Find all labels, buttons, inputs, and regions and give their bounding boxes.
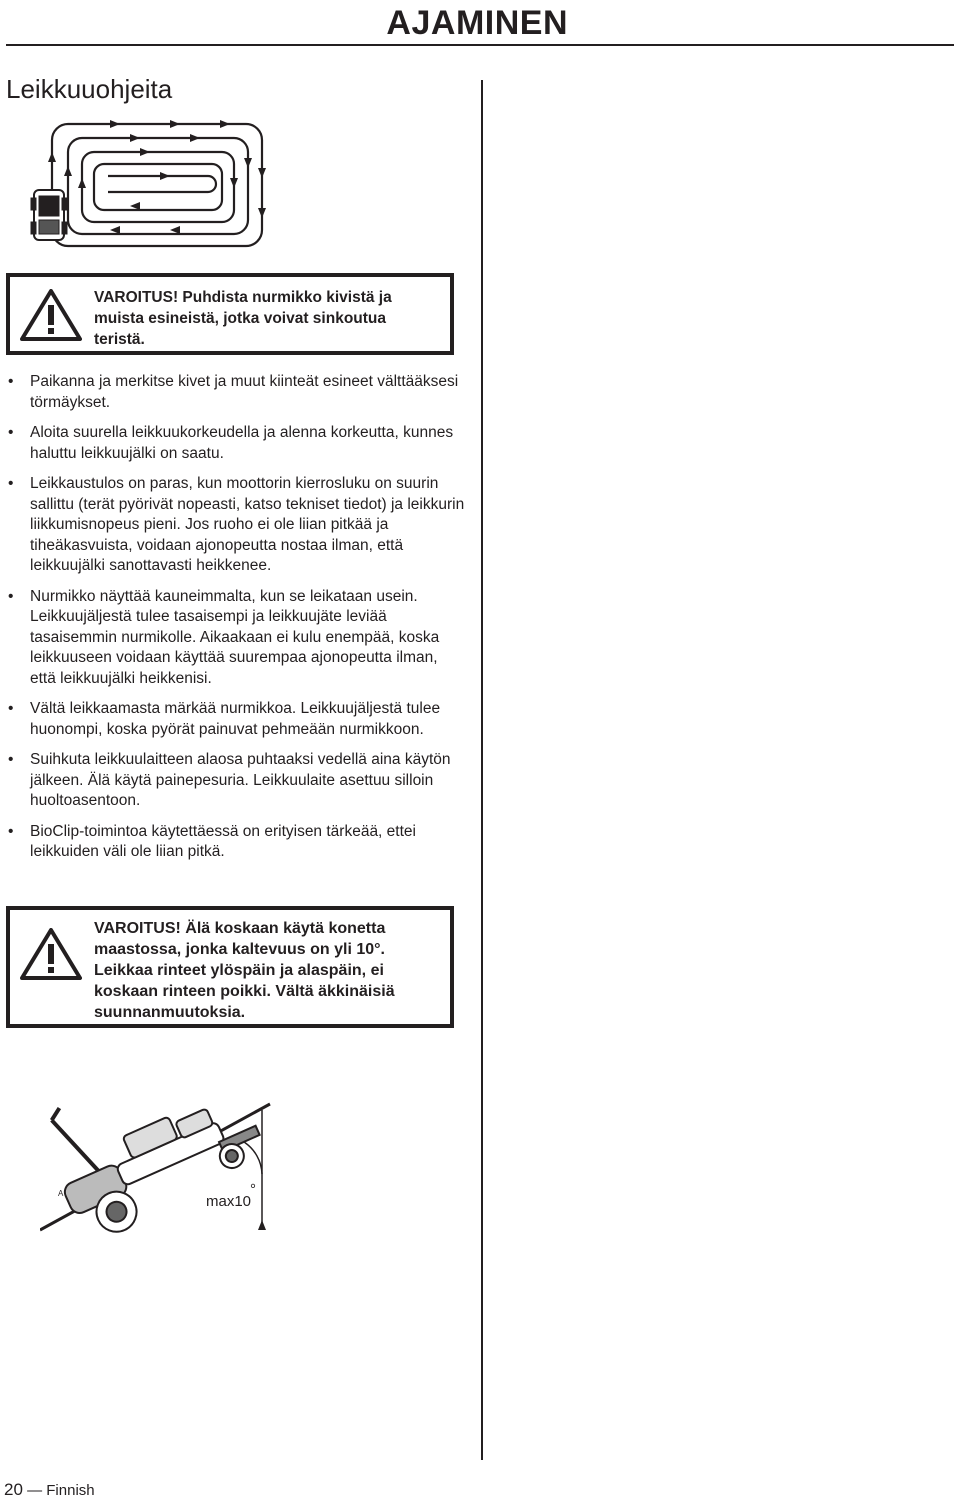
list-item xyxy=(6,587,466,690)
instruction-list xyxy=(6,372,466,873)
bullet-glyph: • xyxy=(8,587,14,605)
list-item xyxy=(6,423,466,464)
list-item xyxy=(6,750,466,812)
list-item xyxy=(6,699,466,740)
mowing-pattern-figure xyxy=(30,118,272,253)
degree-symbol: ° xyxy=(250,1181,256,1198)
footer-language: Finnish xyxy=(46,1482,95,1499)
warning-box xyxy=(6,273,454,355)
section-title: Leikkuuohjeita xyxy=(6,74,173,104)
slope-mower-figure xyxy=(40,1044,280,1234)
corner-mark: A xyxy=(58,1189,64,1198)
list-item-text: Paikanna ja merkitse kivet ja muut kiinteät esineet välttääksesi törmäykset. xyxy=(30,373,459,411)
header-rule xyxy=(6,44,954,46)
list-item-text: Nurmikko näyttää kauneimmalta, kun se leikataan usein. Leikkuujäljestä tulee tasaisempi ja leikkuujäte leviää tasaisemmin nurmikolle. Aikaakaan ei kulu enempää, koska leikkuuseen voidaan käyttää suurempaa ajonopeutta ilman, että leikkuujälki heikkenisi. xyxy=(30,587,440,687)
warning-triangle-icon xyxy=(20,928,82,980)
bullet-glyph: • xyxy=(8,475,14,492)
bullet-glyph: • xyxy=(8,700,14,717)
list-item-text: Leikkaustulos on paras, kun moottorin kierrosluku on suurin sallittu (terät pyörivät nopeasti, katso tekniset tiedot) ja leikkurin liikkumisnopeus pieni. Jos ruoho ei ole liian pitkää ja tiheäkasvuista, voidaan ajonopeutta nostaa ilman, että leikkuujälki sanottavasti heikkenee. xyxy=(30,475,465,574)
bullet-glyph: • xyxy=(8,751,14,768)
list-item xyxy=(6,822,466,863)
list-item-text: Vältä leikkaamasta märkää nurmikkoa. Leikkuujäljestä tulee huonompi, koska pyörät painuvat pehmeään nurmikkoon. xyxy=(30,700,441,738)
page-number: 20 xyxy=(4,1480,23,1499)
footer-dash: — xyxy=(27,1482,43,1499)
page-footer xyxy=(4,1480,95,1500)
list-item xyxy=(6,372,466,413)
bullet-glyph: • xyxy=(8,373,14,390)
warning-box xyxy=(6,906,454,1028)
list-item xyxy=(6,474,466,577)
page-header-title: AJAMINEN xyxy=(386,4,568,42)
warning-triangle-icon xyxy=(20,289,82,341)
list-item-text: Suihkuta leikkuulaitteen alaosa puhtaaksi vedellä aina käytön jälkeen. Älä käytä painepesuria. Leikkuulaite asettuu silloin huoltoasentoon. xyxy=(30,751,451,809)
warning-text: VAROITUS! Puhdista nurmikko kivistä ja muista esineistä, jotka voivat sinkoutua teristä. xyxy=(94,289,392,348)
list-item-text: BioClip-toimintoa käytettäessä on erityisen tärkeää, ettei leikkuiden väli ole liian pitkä. xyxy=(30,822,416,860)
bullet-glyph: • xyxy=(8,424,14,441)
slope-angle-label: max10 xyxy=(206,1193,252,1210)
list-item-text: Aloita suurella leikkuukorkeudella ja alenna korkeutta, kunnes haluttu leikkuujälki on saatu. xyxy=(30,424,454,462)
bullet-glyph: • xyxy=(8,822,14,840)
column-divider xyxy=(481,80,483,1460)
warning-text: VAROITUS! Älä koskaan käytä konetta maastossa, jonka kaltevuus on yli 10°. Leikkaa rinteet ylöspäin ja alaspäin, ei koskaan rinteen poikki. Vältä äkkinäisiä suunnanmuutoksia. xyxy=(94,920,395,1021)
mower-topview-icon xyxy=(31,190,67,240)
